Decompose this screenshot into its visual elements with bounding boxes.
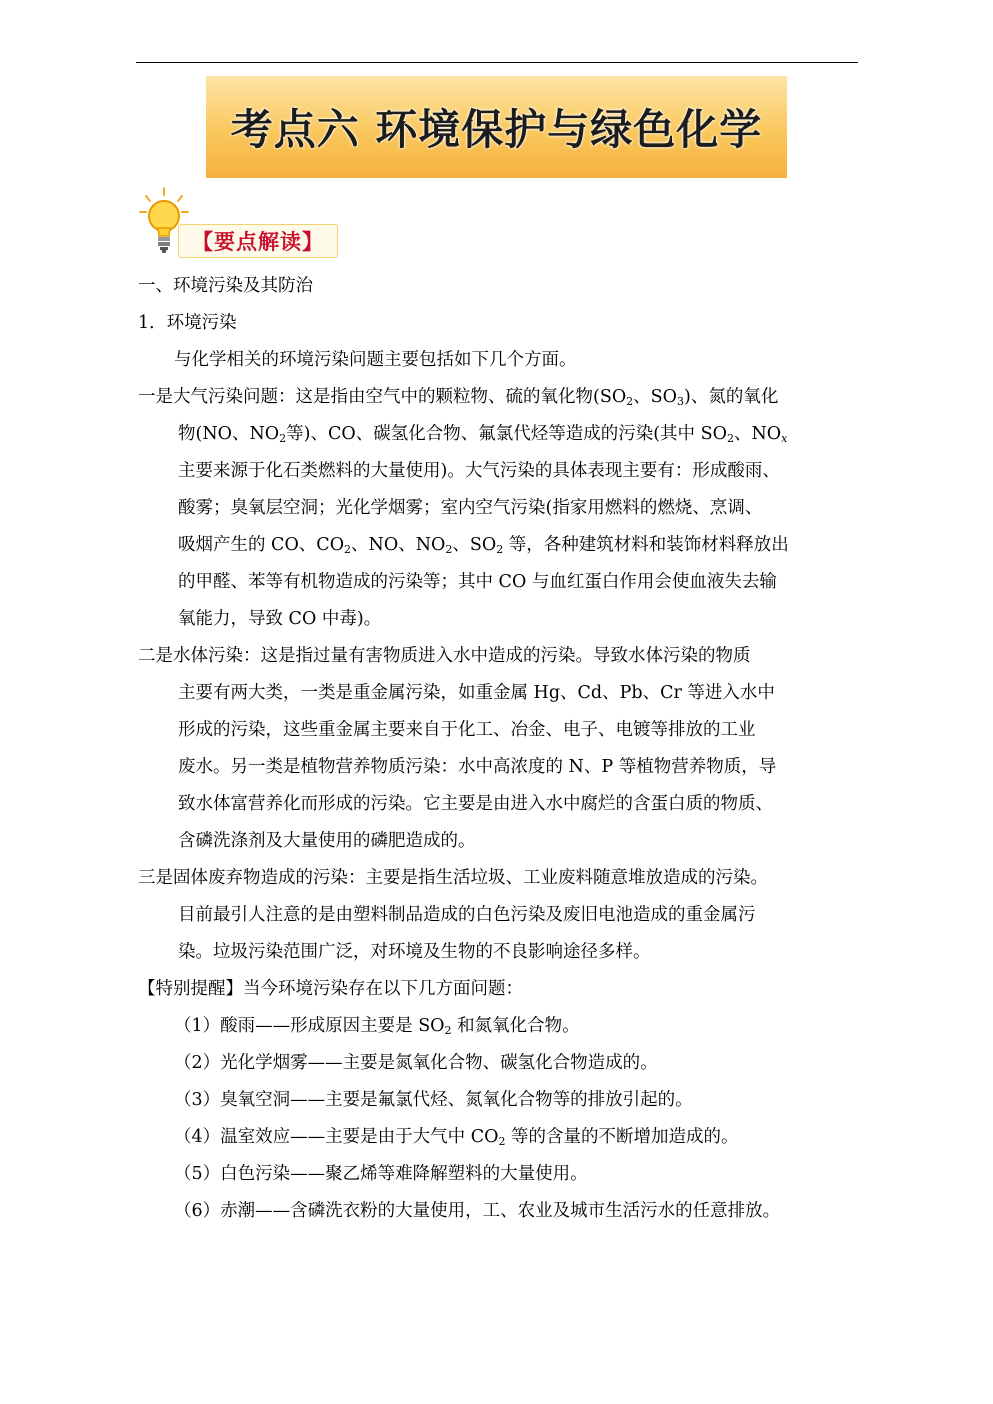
section-tag: 【要点解读】: [178, 224, 338, 258]
text-line: 物(NO、$NO_2$等)、CO、碳氢化合物、氟氯代烃等造成的污染(其中 $SO_2$、$NO_x$: [178, 424, 788, 445]
text-line: 吸烟产生的 CO、$CO_2$、NO、$NO_2$、$SO_2$ 等，各种建筑材料和装饰材料释放出: [178, 535, 789, 556]
text-line: 含磷洗涤剂及大量使用的磷肥造成的。: [178, 831, 476, 851]
text-line: 的甲醛、苯等有机物造成的污染等；其中 CO 与血红蛋白作用会使血液失去输: [178, 572, 777, 592]
banner-title: 考点六 环境保护与绿色化学: [230, 105, 763, 154]
text-line: 致水体富营养化而形成的污染。它主要是由进入水中腐烂的含蛋白质的物质、: [178, 794, 773, 814]
text-line: 1．环境污染: [138, 313, 237, 333]
text-line: 一、环境污染及其防治: [138, 276, 313, 296]
text-line: 目前最引人注意的是由塑料制品造成的白色污染及废旧电池造成的重金属污: [178, 905, 756, 925]
text-line: （1）酸雨——形成原因主要是 $SO_2$ 和氮氧化合物。: [174, 1016, 580, 1037]
text-line: （4）温室效应——主要是由于大气中 $CO_2$ 等的含量的不断增加造成的。: [174, 1127, 739, 1148]
text-line: 染。垃圾污染范围广泛，对环境及生物的不良影响途径多样。: [178, 942, 651, 962]
title-banner: [206, 76, 787, 178]
text-line: 二是水体污染：这是指过量有害物质进入水中造成的污染。导致水体污染的物质: [138, 646, 751, 666]
text-line: 【特别提醒】当今环境污染存在以下几方面问题：: [138, 979, 523, 999]
text-line: （5）白色污染——聚乙烯等难降解塑料的大量使用。: [174, 1164, 588, 1184]
text-line: 酸雾；臭氧层空洞；光化学烟雾；室内空气污染(指家用燃料的燃烧、烹调、: [178, 498, 763, 518]
header-rule: [136, 62, 858, 63]
article-body: [138, 268, 860, 1230]
text-line: 主要来源于化石类燃料的大量使用)。大气污染的具体表现主要有：形成酸雨、: [178, 461, 780, 481]
text-line: 废水。另一类是植物营养物质污染：水中高浓度的 N、P 等植物营养物质，导: [178, 757, 777, 777]
text-line: （2）光化学烟雾——主要是氮氧化合物、碳氢化合物造成的。: [174, 1053, 658, 1073]
text-line: （3）臭氧空洞——主要是氟氯代烃、氮氧化合物等的排放引起的。: [174, 1090, 693, 1110]
text-line: 氧能力，导致 CO 中毒)。: [178, 609, 382, 629]
text-line: 一是大气污染问题：这是指由空气中的颗粒物、硫的氧化物($SO_2$、$SO_3$)、氮的氧化: [138, 387, 779, 408]
text-line: （6）赤潮——含磷洗衣粉的大量使用，工、农业及城市生活污水的任意排放。: [174, 1201, 781, 1221]
text-line: 三是固体废弃物造成的污染：主要是指生活垃圾、工业废料随意堆放造成的污染。: [138, 868, 768, 888]
text-line: 主要有两大类，一类是重金属污染，如重金属 Hg、Cd、Pb、Cr 等进入水中: [178, 683, 775, 703]
text-line: 形成的污染，这些重金属主要来自于化工、冶金、电子、电镀等排放的工业: [178, 720, 756, 740]
text-line: 与化学相关的环境污染问题主要包括如下几个方面。: [174, 350, 577, 370]
